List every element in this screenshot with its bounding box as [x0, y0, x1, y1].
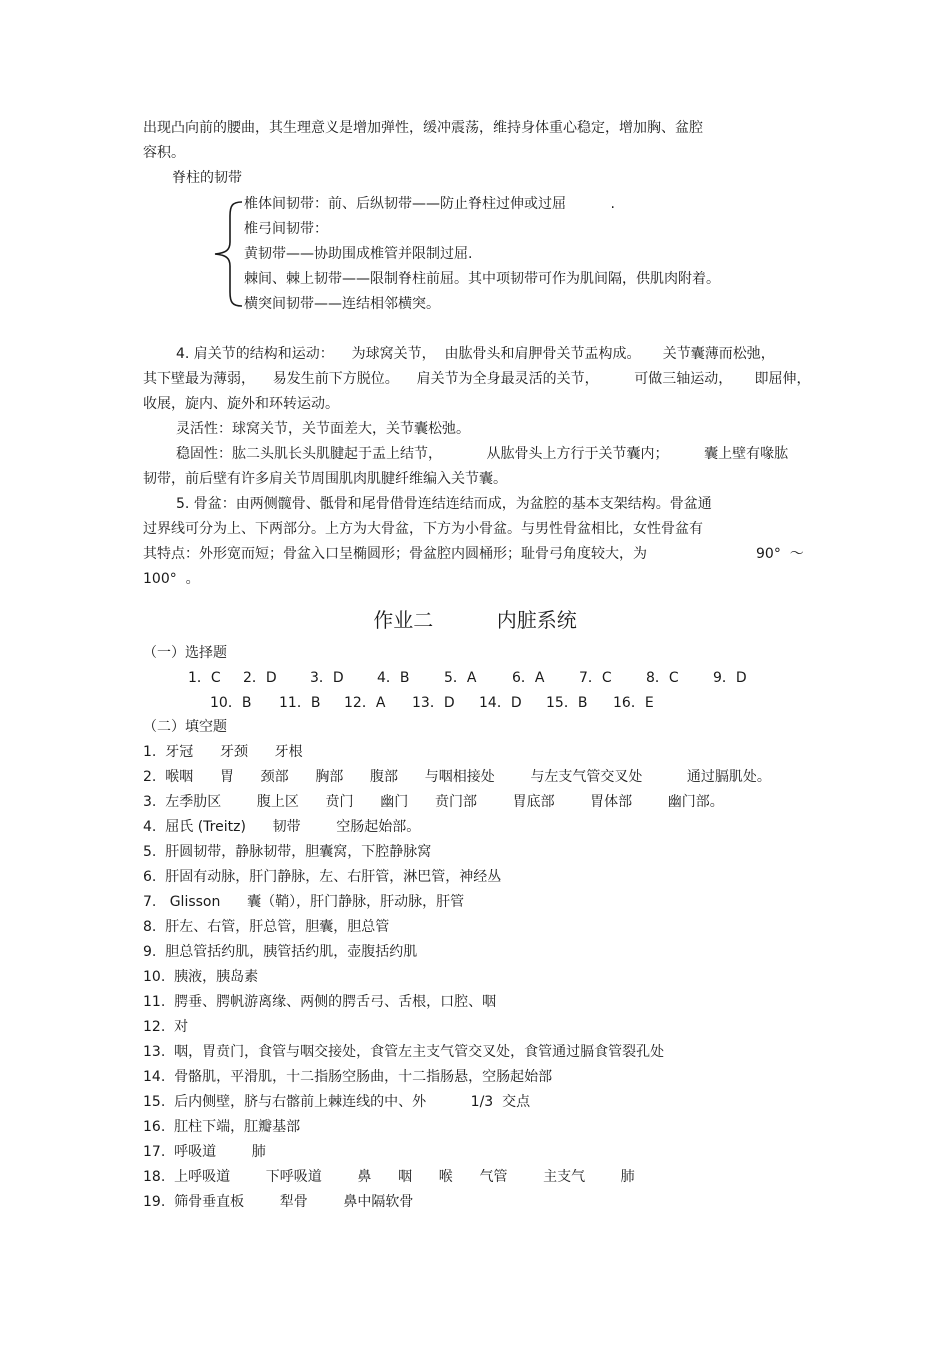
fill-line: 10. 胰液，胰岛素	[143, 969, 259, 985]
choice-answer: 15．B	[546, 695, 588, 711]
fill-line: 12. 对	[143, 1019, 189, 1035]
fill-line: 16. 肛柱下端，肛瓣基部	[143, 1119, 301, 1135]
choice-answer: 3．D	[310, 670, 344, 686]
fill-line: 6. 肝固有动脉，肝门静脉，左、右肝管，淋巴管，神经丛	[143, 869, 502, 885]
choice-answer: 9．D	[713, 670, 747, 686]
fill-line: 15. 后内侧壁，脐与右髂前上棘连线的中、外 1/3 交点	[143, 1094, 531, 1110]
pelvis-line: 其特点：外形宽而短；骨盆入口呈椭圆形；骨盆腔内圆桶形；耻骨弓角度较大，为	[143, 546, 647, 562]
fill-line: 13. 咽，胃贲门，食管与咽交接处，食管左主支气管交叉处，食管通过膈食管裂孔处	[143, 1044, 665, 1060]
fill-line: 3. 左季肋区 腹上区 贲门 幽门 贲门部 胃底部 胃体部 幽门部。	[143, 794, 724, 810]
section-title: 作业二 内脏系统	[373, 608, 577, 632]
choice-answer: 12．A	[344, 695, 386, 711]
pelvis-line: 100° 。	[143, 571, 200, 587]
ligament-item: 椎体间韧带：前、后纵韧带——防止脊柱过伸或过屈 .	[244, 196, 615, 212]
fill-line: 11. 腭垂、腭帆游离缘、两侧的腭舌弓、舌根，口腔、咽	[143, 994, 497, 1010]
fill-line: 7. Glisson 囊（鞘），肝门静脉，肝动脉，肝管	[143, 894, 465, 910]
choice-answer: 13．D	[412, 695, 455, 711]
fill-line: 9. 胆总管括约肌，胰管括约肌，壶腹括约肌	[143, 944, 418, 960]
choice-answer: 10．B	[210, 695, 252, 711]
fill-line: 5. 肝圆韧带，静脉韧带，胆囊窝，下腔静脉窝	[143, 844, 432, 860]
pelvis-line: 过界线可分为上、下两部分。上方为大骨盆，下方为小骨盆。与男性骨盆相比，女性骨盆有	[143, 521, 703, 537]
ligament-item: 横突间韧带——连结相邻横突。	[244, 296, 440, 312]
fill-line: 8. 肝左、右管，肝总管，胆囊，胆总管	[143, 919, 390, 935]
fill-line: 18. 上呼吸道 下呼吸道 鼻 咽 喉 气管 主支气 肺	[143, 1169, 635, 1185]
shoulder-line: 收展，旋内、旋外和环转运动。	[143, 396, 339, 412]
fill-heading: （二）填空题	[143, 719, 227, 735]
fill-line: 17. 呼吸道 肺	[143, 1144, 266, 1160]
choice-answer: 7．C	[579, 670, 612, 686]
shoulder-line: 灵活性：球窝关节，关节面差大，关节囊松弛。	[176, 421, 470, 437]
shoulder-line: 4. 肩关节的结构和运动： 为球窝关节， 由肱骨头和肩胛骨关节盂构成。 关节囊薄而松弛，	[176, 346, 775, 362]
fill-line: 2. 喉咽 胃 颈部 胸部 腹部 与咽相接处 与左支气管交叉处 通过膈肌处。	[143, 769, 771, 785]
intro-line: 容积。	[143, 145, 185, 161]
fill-line: 19. 筛骨垂直板 犁骨 鼻中隔软骨	[143, 1194, 414, 1210]
choice-answer: 2．D	[243, 670, 277, 686]
choice-answer: 5．A	[444, 670, 477, 686]
ligament-item: 椎弓间韧带：	[244, 221, 328, 237]
choice-answer: 4．B	[377, 670, 410, 686]
choice-answer: 6．A	[512, 670, 545, 686]
shoulder-line: 韧带，前后壁有许多肩关节周围肌肉肌腱纤维编入关节囊。	[143, 471, 507, 487]
curly-brace-icon	[210, 198, 244, 310]
fill-line: 1. 牙冠 牙颈 牙根	[143, 744, 303, 760]
choice-answer: 8．C	[646, 670, 679, 686]
fill-line: 4. 屈氏 (Treitz) 韧带 空肠起始部。	[143, 819, 421, 835]
ligaments-heading: 脊柱的韧带	[172, 170, 242, 186]
pelvis-angle: 90° ～	[756, 546, 804, 562]
choice-answer: 1．C	[188, 670, 221, 686]
intro-line: 出现凸向前的腰曲，其生理意义是增加弹性，缓冲震荡，维持身体重心稳定，增加胸、盆腔	[143, 120, 703, 136]
choice-answer: 16．E	[613, 695, 654, 711]
pelvis-line: 5. 骨盆：由两侧髋骨、骶骨和尾骨借骨连结连结而成，为盆腔的基本支架结构。骨盆通	[176, 496, 712, 512]
ligament-item: 棘间、棘上韧带——限制脊柱前屈。其中项韧带可作为肌间隔，供肌肉附着。	[244, 271, 720, 287]
shoulder-line: 其下壁最为薄弱， 易发生前下方脱位。 肩关节为全身最灵活的关节， 可做三轴运动， 即屈伸，	[143, 371, 811, 387]
choice-answer: 11．B	[279, 695, 321, 711]
choice-answer: 14．D	[479, 695, 522, 711]
fill-line: 14. 骨骼肌，平滑肌，十二指肠空肠曲，十二指肠悬，空肠起始部	[143, 1069, 553, 1085]
choice-heading: （一）选择题	[143, 645, 227, 661]
shoulder-line: 稳固性：肱二头肌长头肌腱起于盂上结节， 从肱骨头上方行于关节囊内； 囊上壁有喙肱	[176, 446, 789, 462]
ligament-item: 黄韧带——协助围成椎管并限制过屈.	[244, 246, 473, 262]
